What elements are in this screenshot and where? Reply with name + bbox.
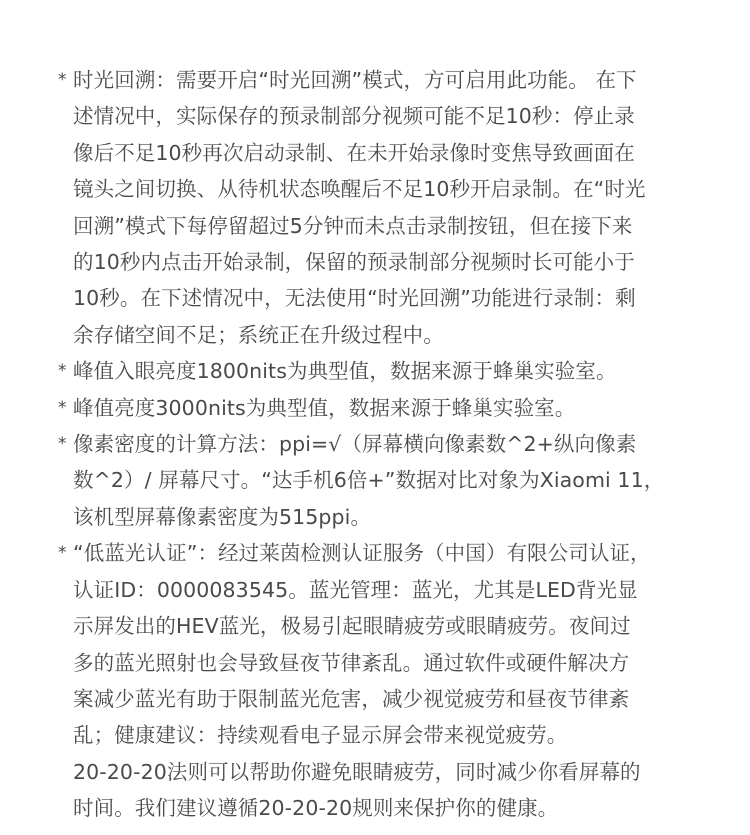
text-line: 10秒。在下述情况中，无法使用“时光回溯”功能进行录制：剩 [73, 286, 636, 311]
text-line: 峰值亮度3000nits为典型值，数据来源于蜂巢实验室。 [73, 395, 576, 420]
text-line: 像后不足10秒再次启动录制、在未开始录像时变焦导致画面在 [73, 140, 635, 165]
text-line: 的10秒内点击开始录制，保留的预录制部分视频时长可能小于 [73, 250, 635, 275]
footnote-text [73, 535, 696, 826]
text-line: 时光回溯：需要开启“时光回溯”模式，方可启用此功能。 在下 [73, 68, 637, 92]
text-line: 20-20-20法则可以帮助你避免眼睛疲劳，同时减少你看屏幕的 [73, 759, 641, 784]
footnote-text [73, 426, 696, 535]
text-line: 回溯”模式下每停留超过5分钟而未点击录制按钮，但在接下来 [73, 213, 633, 238]
text-line: 乱；健康建议：持续观看电子显示屏会带来视觉疲劳。 [73, 723, 568, 748]
text-line: 数^2）/ 屏幕尺寸。“达手机6倍+”数据对比对象为Xiaomi 11， [73, 468, 665, 493]
text-line: 峰值入眼亮度1800nits为典型值，数据来源于蜂巢实验室。 [73, 359, 617, 384]
text-line: 该机型屏幕像素密度为515ppi。 [73, 504, 372, 529]
footnote-text [73, 353, 696, 389]
asterisk-marker: * [58, 361, 67, 382]
text-line: 余存储空间不足；系统正在升级过程中。 [73, 322, 444, 347]
text-line: 案减少蓝光有助于限制蓝光危害，减少视觉疲劳和昼夜节律紊 [73, 686, 630, 711]
text-line: 多的蓝光照射也会导致昼夜节律紊乱。通过软件或硬件解决方 [73, 650, 630, 675]
text-line: 时间。我们建议遵循20-20-20规则来保护你的健康。 [73, 796, 559, 821]
footnote-pixel-density [56, 426, 696, 535]
asterisk-marker: * [58, 543, 67, 564]
text-line: “低蓝光认证”：经过莱茵检测认证服务（中国）有限公司认证， [73, 541, 651, 566]
footnote-peak-brightness [56, 390, 696, 426]
footnote-low-blue-light [56, 535, 696, 826]
asterisk-marker: * [58, 397, 67, 418]
footnote-text [73, 390, 696, 426]
text-line: 认证ID：0000083545。蓝光管理：蓝光，尤其是LED背光显 [73, 577, 638, 602]
text-line: 示屏发出的HEV蓝光，极易引起眼睛疲劳或眼睛疲劳。夜间过 [73, 614, 631, 639]
text-line: 述情况中，实际保存的预录制部分视频可能不足10秒：停止录 [73, 104, 635, 129]
footnote-time-rewind [56, 62, 696, 353]
footnotes [56, 62, 696, 827]
footnote-text [73, 62, 696, 353]
asterisk-marker: * [58, 434, 67, 455]
asterisk-marker: * [58, 70, 67, 90]
text-line: 像素密度的计算方法：ppi=√（屏幕横向像素数^2+纵向像素 [73, 432, 637, 457]
footnote-peak-eye-brightness [56, 353, 696, 389]
text-line: 镜头之间切换、从待机状态唤醒后不足10秒开启录制。在“时光 [73, 177, 646, 202]
